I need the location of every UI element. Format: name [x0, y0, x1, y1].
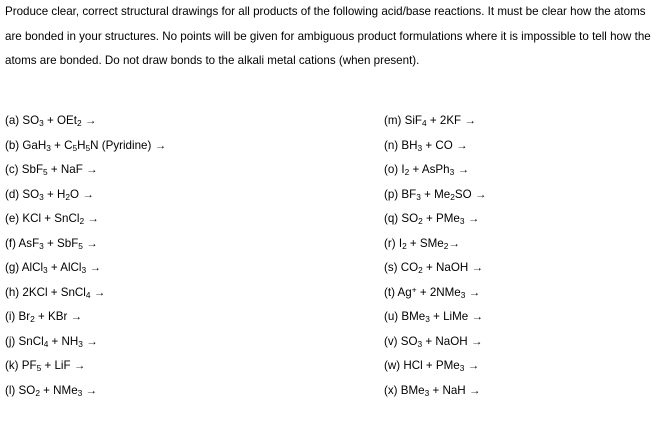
reaction-label: (t) [384, 285, 395, 299]
reaction-item [5, 256, 335, 281]
reaction-label: (a) [5, 114, 20, 127]
reaction-equation: AlCl$_3$ + AlCl$_3$ → [21, 261, 101, 276]
reaction-item [384, 158, 654, 183]
reaction-label: (g) [5, 261, 20, 274]
reaction-label: (p) [384, 187, 399, 201]
reaction-label: (e) [5, 212, 20, 225]
reaction-label: (r) [384, 236, 396, 250]
reaction-equation: SiF$_4$ + 2KF → [404, 114, 476, 129]
reaction-equation: $GaH_3 + C_5H_5N$ (Pyridine) → [22, 138, 167, 153]
reaction-equation: BMe$_3$ + NaH → [400, 383, 481, 398]
reaction-item [384, 330, 654, 355]
reaction-label: (q) [384, 212, 399, 225]
instructions-paragraph: Produce clear, correct structural drawings for all products of the following acid/base reactions. It must be clear how the atoms are bonded in your structures. No points will be given for ambiguous product formulations where it is impossible to tell how the atoms are bonded. Do not draw bonds to the alkali metal cations (when present). [5, 5, 651, 67]
reaction-label: (c) [5, 163, 19, 176]
reaction-equation: BMe$_3$ + LiMe → [401, 310, 484, 325]
reaction-equation: $I_2 + SMe_2\to$ [398, 236, 460, 251]
reaction-list-right [384, 109, 654, 403]
reaction-equation: $SO_3 + OEt_2$ → [22, 114, 97, 129]
reaction-item [5, 379, 335, 404]
reaction-item [384, 183, 654, 208]
reaction-equation: $BH_3$ + CO → [401, 138, 468, 153]
reaction-equation: KCl + SnCl$_2$ → [22, 212, 99, 227]
reaction-label: (v) [384, 334, 398, 348]
reaction-item [5, 158, 335, 183]
reaction-item [384, 281, 654, 306]
reaction-item [5, 183, 335, 208]
reaction-equation: $SO_2 + PMe_3$ → [401, 212, 480, 227]
reaction-item [5, 354, 335, 379]
reaction-item [384, 109, 654, 134]
reaction-equation: 2KCl + SnCl$_4$ → [22, 285, 106, 300]
reaction-item [5, 232, 335, 257]
reaction-label: (k) [5, 359, 19, 372]
reaction-equation: $Br_2$ + KBr → [18, 310, 83, 325]
reaction-equation: $SO_2 + NMe_3$ → [18, 383, 98, 398]
reaction-label: (j) [5, 334, 16, 348]
reaction-equation: $CO_2$ + NaOH → [400, 261, 484, 276]
reaction-equation: SnCl$_4$ + $NH_3$ → [18, 334, 98, 349]
reaction-item [5, 281, 335, 306]
reaction-label: (o) [384, 163, 399, 176]
reaction-label: (u) [384, 310, 399, 323]
reaction-item [5, 305, 335, 330]
reaction-item [384, 305, 654, 330]
reaction-equation: HCl + PMe$_3$ → [403, 359, 480, 374]
reaction-item [5, 134, 335, 159]
reaction-equation: $BF_3 + Me_2SO$ → [401, 187, 487, 202]
reaction-label: (l) [5, 383, 16, 397]
reaction-label: (h) [5, 285, 20, 299]
reaction-label: (x) [384, 383, 398, 397]
reaction-equation: $I_2$ + AsPh$_3$ → [401, 163, 470, 178]
reaction-label: (m) [384, 114, 402, 127]
reaction-equation: AsF$_3$ + SbF$_5$ → [18, 236, 98, 251]
reaction-label: (i) [5, 310, 16, 323]
reaction-label: (b) [5, 138, 20, 152]
reaction-item [5, 207, 335, 232]
reaction-label: (w) [384, 359, 401, 372]
reaction-label: (d) [5, 187, 20, 201]
reaction-item [5, 330, 335, 355]
reaction-label: (f) [5, 236, 16, 250]
reaction-list-left [5, 109, 335, 403]
reaction-item [5, 109, 335, 134]
reaction-item [384, 379, 654, 404]
reaction-label: (n) [384, 138, 399, 152]
reaction-equation: $PF_5$ + LiF → [21, 359, 86, 374]
reaction-item [384, 256, 654, 281]
reaction-item [384, 207, 654, 232]
reaction-equation: $SO_3 + H_2O$ → [22, 187, 94, 202]
reaction-label: (s) [384, 261, 398, 274]
reaction-equation: SbF$_5$ + NaF → [21, 163, 98, 178]
reaction-item [384, 232, 654, 257]
reaction-equation: Ag+ + 2NMe$_3$ → [397, 283, 481, 300]
reaction-equation: $SO_3$ + NaOH → [400, 334, 483, 349]
reaction-item [384, 134, 654, 159]
reaction-item [384, 354, 654, 379]
